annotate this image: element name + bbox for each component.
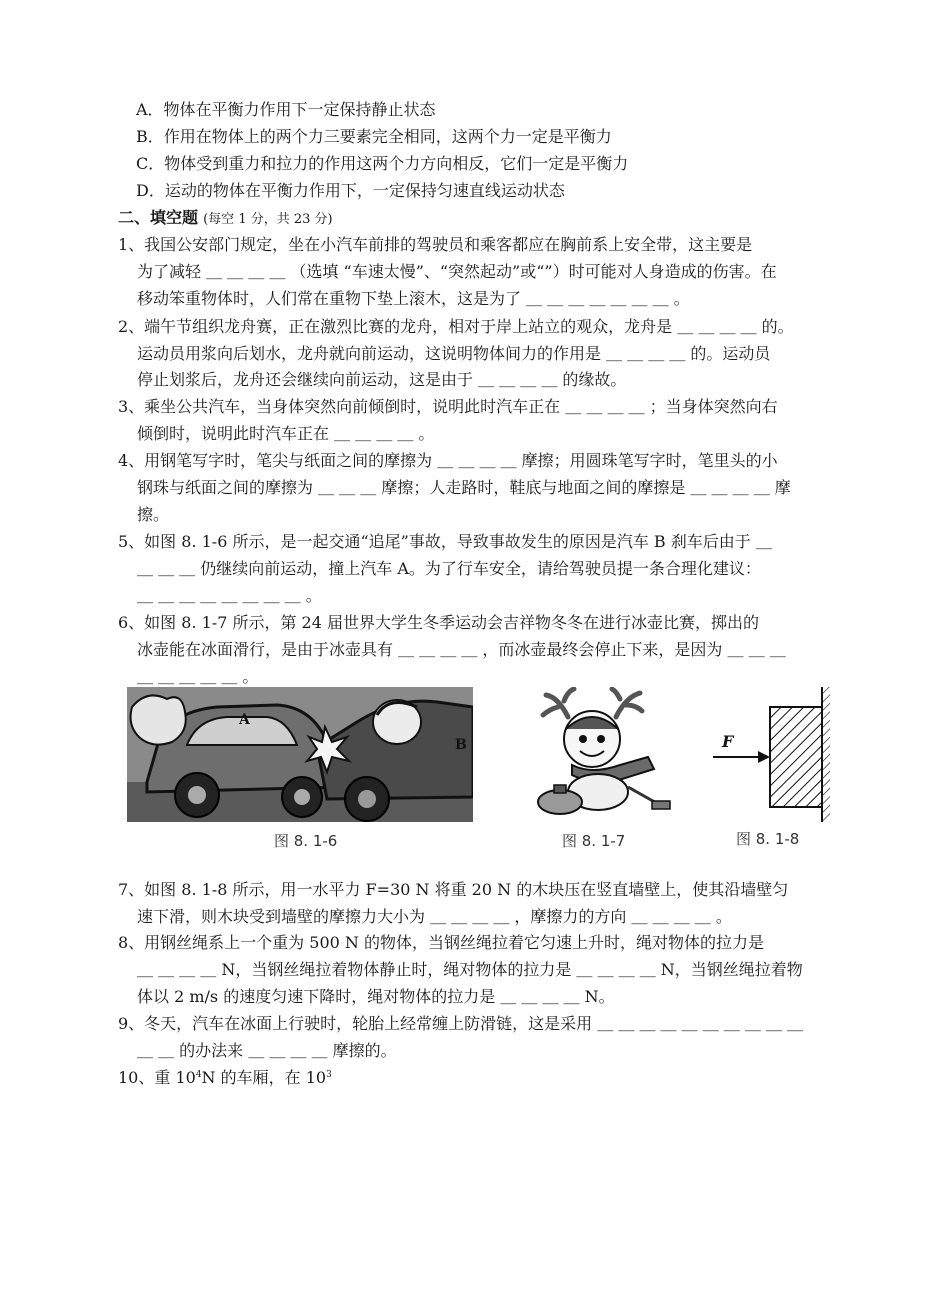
q1-line3: 移动笨重物体时，人们常在重物下垫上滚木，这是为了 ＿ ＿ ＿ ＿ ＿ ＿ ＿ 。	[137, 289, 690, 308]
q3-line2: 倾倒时，说明此时汽车正在 ＿ ＿ ＿ ＿ 。	[137, 424, 435, 443]
caption-fig-8-1-7: 图 8. 1-7	[562, 832, 626, 850]
q6-line1: 6、如图 8. 1-7 所示，第 24 届世界大学生冬季运动会吉祥物冬冬在进行冰壶比赛，掷出的	[118, 613, 760, 632]
q5-line2: ＿ ＿ ＿ 仍继续向前运动，撞上汽车 A。为了行车安全，请给驾驶员提一条合理化建议：	[137, 559, 761, 578]
q2-line1: 2、端午节组织龙舟赛，正在激烈比赛的龙舟，相对于岸上站立的观众，龙舟是 ＿ ＿ ＿ ＿ 的。	[118, 317, 794, 336]
q10-text-a: 10、重 10	[118, 1068, 196, 1087]
option-a: A．物体在平衡力作用下一定保持静止状态	[136, 100, 436, 119]
q6-line2: 冰壶能在冰面滑行，是由于冰壶具有 ＿ ＿ ＿ ＿ ，而冰壶最终会停止下来，是因为 ＿ ＿ ＿	[137, 640, 786, 659]
force-label: F	[722, 732, 734, 751]
q4-line1: 4、用钢笔写字时，笔尖与纸面之间的摩擦为 ＿ ＿ ＿ ＿ 摩擦；用圆珠笔写字时，笔里头的小	[118, 451, 778, 470]
option-d: D．运动的物体在平衡力作用下，一定保持匀速直线运动状态	[136, 181, 565, 200]
q7-line1: 7、如图 8. 1-8 所示，用一水平力 F=30 N 将重 20 N 的木块压在竖直墙壁上，使其沿墙壁匀	[118, 880, 789, 899]
section-heading	[118, 207, 333, 231]
q9-line1: 9、冬天，汽车在冰面上行驶时，轮胎上经常缠上防滑链，这是采用 ＿ ＿ ＿ ＿ ＿ ＿ ＿ ＿ ＿ ＿	[118, 1014, 804, 1033]
q4-line3: 擦。	[137, 505, 170, 524]
q5-line1: 5、如图 8. 1-6 所示，是一起交通“追尾”事故，导致事故发生的原因是汽车 B 刹车后由于 ＿	[118, 532, 772, 551]
q9-line2: ＿ ＿ 的办法来 ＿ ＿ ＿ ＿ 摩擦的。	[137, 1041, 397, 1060]
car-a-label: A	[239, 712, 250, 728]
q5-line3: ＿ ＿ ＿ ＿ ＿ ＿ ＿ ＿ 。	[137, 586, 322, 605]
q10-line1	[118, 1067, 332, 1089]
q10-exp-1: 4	[195, 1070, 202, 1080]
q8-line1: 8、用钢丝绳系上一个重为 500 N 的物体，当钢丝绳拉着它匀速上升时，绳对物体的拉力是	[118, 933, 764, 952]
q8-line3: 体以 2 m/s 的速度匀速下降时，绳对物体的拉力是 ＿ ＿ ＿ ＿ N。	[137, 987, 615, 1006]
q4-line2: 钢珠与纸面之间的摩擦为 ＿ ＿ ＿ 摩擦；人走路时，鞋底与地面之间的摩擦是 ＿ ＿ ＿ ＿ 摩	[137, 478, 791, 497]
option-b: B．作用在物体上的两个力三要素完全相同，这两个力一定是平衡力	[136, 127, 612, 146]
figure-car-crash	[127, 687, 473, 822]
option-c: C．物体受到重力和拉力的作用这两个力方向相反，它们一定是平衡力	[136, 154, 629, 173]
q3-line1: 3、乘坐公共汽车，当身体突然向前倾倒时，说明此时汽车正在 ＿ ＿ ＿ ＿ ；当身体突然向右	[118, 397, 778, 416]
q2-line2: 运动员用浆向后划水，龙舟就向前运动，这说明物体间力的作用是 ＿ ＿ ＿ ＿ 的。运动员	[137, 344, 771, 363]
q7-line2: 速下滑，则木块受到墙壁的摩擦力大小为 ＿ ＿ ＿ ＿ ，摩擦力的方向 ＿ ＿ ＿ ＿ 。	[137, 907, 732, 926]
section-note: (每空 1 分，共 23 分)	[203, 212, 333, 227]
q1-line1: 1、我国公安部门规定，坐在小汽车前排的驾驶员和乘客都应在胸前系上安全带，这主要是	[118, 235, 753, 254]
section-title: 二、填空题	[118, 208, 199, 227]
figure-mascot-curling	[528, 687, 678, 822]
q10-exp-2: 3	[326, 1070, 332, 1080]
caption-fig-8-1-6: 图 8. 1-6	[274, 832, 338, 850]
car-b-label: B	[455, 737, 467, 753]
q6-line3: ＿ ＿ ＿ ＿ ＿ 。	[137, 667, 259, 686]
caption-fig-8-1-8: 图 8. 1-8	[736, 830, 800, 848]
q1-line2: 为了减轻 ＿ ＿ ＿ ＿ （选填 “车速太慢”、“突然起动”或“”）时可能对人身造成的伤害。在	[137, 262, 777, 281]
q8-line2: ＿ ＿ ＿ ＿ N，当钢丝绳拉着物体静止时，绳对物体的拉力是 ＿ ＿ ＿ ＿ N，当钢丝绳拉着物	[137, 960, 803, 979]
q2-line3: 停止划浆后，龙舟还会继续向前运动，这是由于 ＿ ＿ ＿ ＿ 的缘故。	[137, 370, 627, 389]
q10-text-c: N 的车厢，在 10	[201, 1068, 327, 1087]
figure-block-on-wall	[710, 687, 830, 822]
